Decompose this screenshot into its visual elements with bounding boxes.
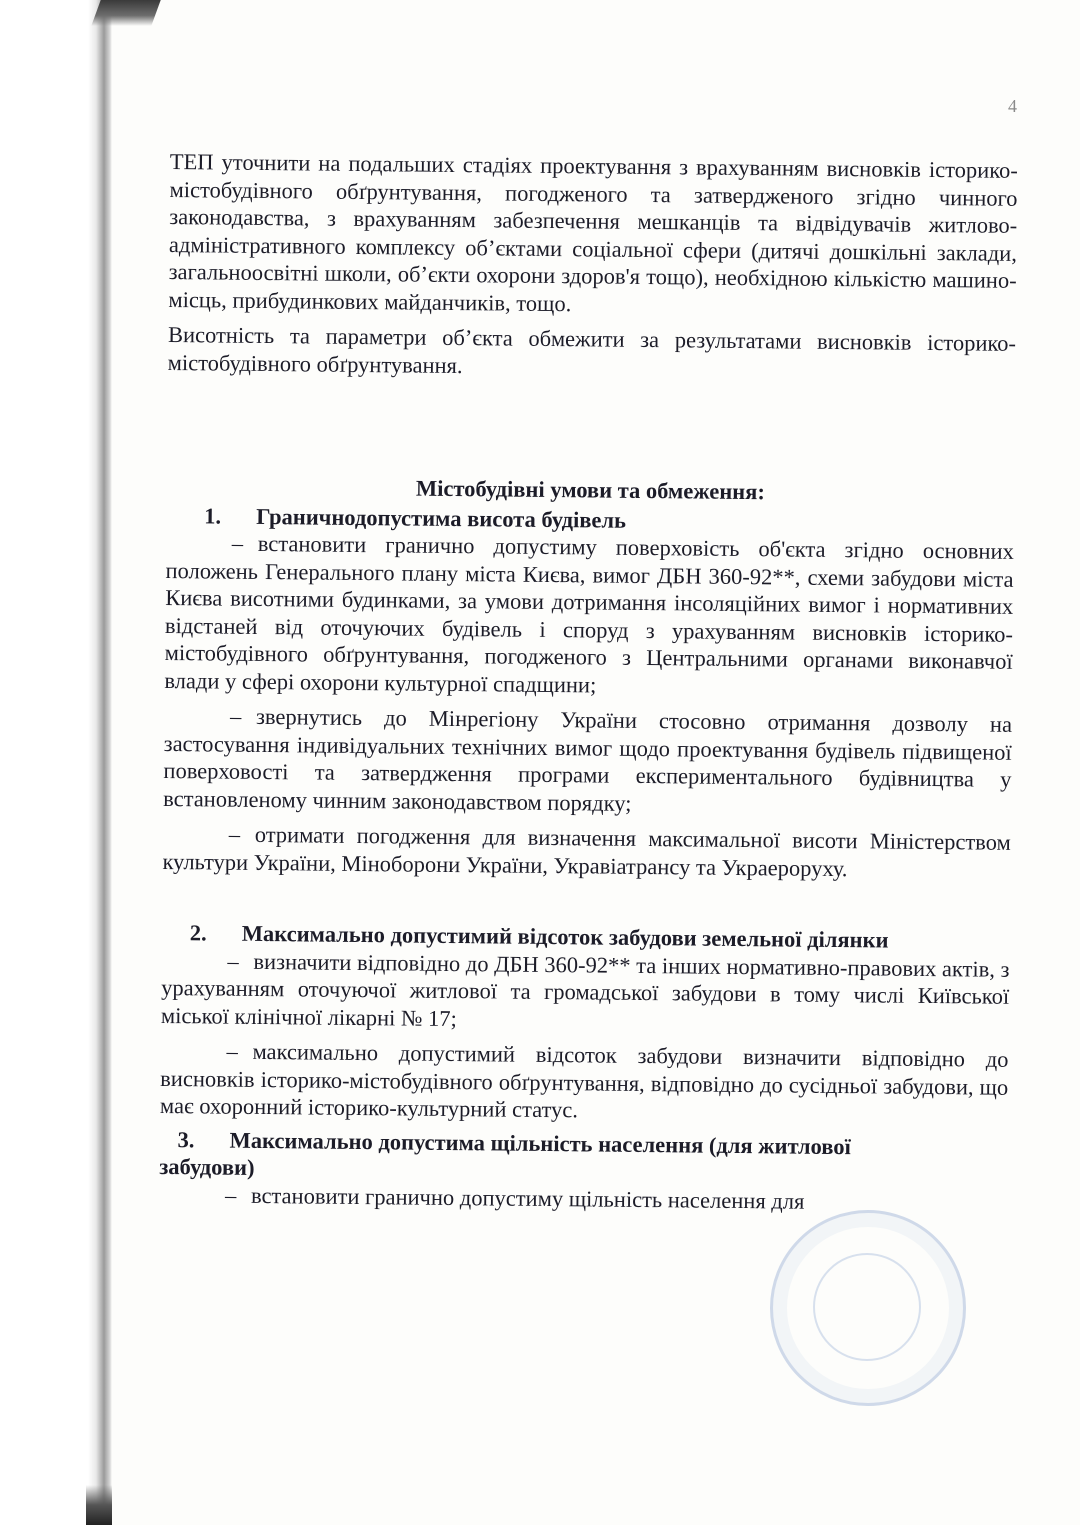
list-item-text: встановити гранично допустиму поверховість об'єкта згідно основних положень Генерального плану міста Києва, вимог ДБН 360-92**, схеми забудови міста Києва висотними будинками, за умови дотримання інсоляційних вимог і нормативних відстаней від оточуючих будівель і споруд з урахуванням висновків історико-містобудівного обґрунтування, погодженого з Центральними органами виконавчої влади у сфері охорони культурної спадщини;: [164, 530, 1014, 697]
section-2-title-text: Максимально допустимий відсоток забудови земельної ділянки: [241, 920, 889, 953]
dash-marker: –: [231, 530, 244, 556]
list-item: [161, 946, 1010, 1037]
scan-edge: [0, 0, 112, 1525]
dash-marker: –: [228, 821, 241, 847]
intro-paragraph-2: Висотність та параметри об’єкта обмежити за результатами висновків історико-містобудівного обґрунтування.: [167, 321, 1017, 378]
section-2-items: [160, 946, 1010, 1128]
list-item-text: встановити гранично допустиму щільність населення для: [250, 1182, 805, 1214]
scan-shadow-top: [91, 0, 160, 26]
section-3-title: [159, 1125, 1008, 1189]
list-item-text: визначити відповідно до ДБН 360-92** та інших нормативно-правових актів, з урахуванням оточуючої житлової та громадської забудови в тому числі Київської міської клінічної лікарні № 17;: [160, 948, 1010, 1031]
dash-marker: –: [227, 948, 239, 974]
section-heading: Містобудівні умови та обмеження:: [415, 475, 766, 505]
list-item: [162, 820, 1011, 884]
dash-marker: –: [224, 1182, 237, 1208]
page-number: 4: [1008, 96, 1017, 116]
intro-paragraph-1: ТЕП уточнити на подальших стадіях проектування з врахуванням висновків історико-містобудівного обґрунтування, погодженого та затвердженого згідно чинного законодавства, з врахуванням забезпечення мешканців та відвідувачів житлово-адміністративного комплексу об’єктами соціальної сфери (дитячі дошкільні заклади, загальноосвітні школи, об’єкти охорони здоров'я тощо), необхідною кількістю машино-місць, прибудинкових майданчиків, тощо.: [168, 148, 1018, 316]
section-2-number: 2.: [189, 920, 207, 946]
stamp-inner-ring: [813, 1253, 921, 1361]
section-1-items: [162, 529, 1014, 884]
section-3-title-text-line1: Максимально допустима щільність населення (для житлової: [229, 1127, 851, 1159]
dash-marker: –: [229, 703, 242, 729]
list-item-text: максимально допустимий відсоток забудови визначити відповідно до висновків історико-містобудівного обґрунтування, відповідно до сусідньої забудови, що має охоронний історико-культурний статус.: [159, 1038, 1009, 1123]
section-3-number: 3.: [177, 1126, 195, 1152]
list-item: [164, 529, 1014, 703]
dash-marker: –: [226, 1038, 238, 1064]
scan-shadow-bottom: [86, 1485, 112, 1525]
section-3-title-text-line2: забудови): [159, 1153, 255, 1180]
official-stamp: [770, 1210, 966, 1406]
section-1-title-text: Граничнодопустима висота будівель: [256, 503, 627, 533]
list-item-text: звернутись до Мінрегіону України стосовно отримання дозволу на застосування індивідуальних технічних вимог щодо проектування будівель підвищеної поверховості та затвердження програми експериментального будівництва у встановленому чинним законодавством порядку;: [163, 703, 1013, 816]
document-body: [159, 148, 1018, 1217]
list-item-text: отримати погодження для визначення максимальної висоти Міністерством культури України, Міноборони України, Укравіатрансу та Украероруху.: [162, 821, 1011, 881]
list-item: [163, 702, 1012, 821]
section-1-number: 1.: [204, 502, 222, 529]
list-item: [160, 1037, 1009, 1128]
